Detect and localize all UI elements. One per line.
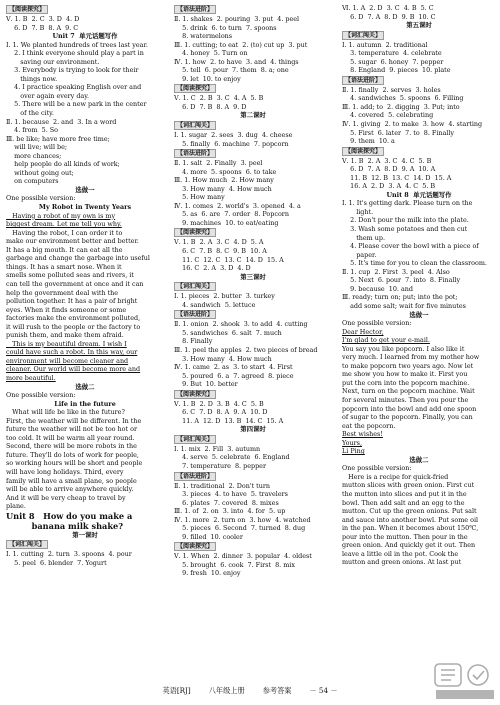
section-label: 【词汇闯关】 xyxy=(174,435,216,444)
section-label: 【词汇闯关】 xyxy=(342,31,384,40)
page-number: － 54 － xyxy=(309,686,338,695)
section-row xyxy=(174,120,332,131)
answer-line: 11. A 12. D 13. B 14. C 15. A xyxy=(174,416,284,425)
answer-line: 5. drink 6. to turn 7. spoons xyxy=(174,23,277,32)
section-label: 【语法进阶】 xyxy=(174,5,216,14)
unit-heading: Unit 7 单元话题写作 xyxy=(52,32,118,41)
answer-line: Here is a recipe for quick-fried xyxy=(342,472,449,481)
answer-line: eat the popcorn. xyxy=(342,421,396,430)
answer-line: Ⅳ. 1. giving 2. to make 3. how 4. starting xyxy=(342,120,483,129)
answer-line: Ⅰ. 1. pieces 2. butter 3. turkey xyxy=(174,292,275,301)
answer-line: very much. I learned from my mother how xyxy=(342,353,480,362)
lesson-heading: 第一课时 xyxy=(72,530,98,539)
answer-line: help the government deal with the xyxy=(6,288,119,297)
section-row xyxy=(174,83,332,94)
answer-line: in the pan. When it becomes about 150℃, xyxy=(342,524,479,533)
answer-line: mutton and green onions. At last put xyxy=(342,558,462,567)
section-label: 【词汇闯关】 xyxy=(174,282,216,291)
answer-line: Ⅲ. 1. add; to 2. digging 3. Put; into xyxy=(342,102,460,111)
answer-line: will be able to arrive anywhere quickly. xyxy=(6,485,134,494)
answer-line: 11. C 12. C 13. C 14. D 15. A xyxy=(174,255,284,264)
answer-line: 5. peel 6. blender 7. Yogurt xyxy=(6,558,107,567)
answer-line: 2. I think everyone should play a part in xyxy=(6,49,144,58)
unit-heading: Unit 8 单元话题写作 xyxy=(386,190,452,199)
lesson-heading: 第三课时 xyxy=(240,272,266,281)
section-row xyxy=(342,75,496,86)
answer-line: 3. pieces 4. to have 5. travelers xyxy=(174,490,288,499)
answer-line: Ⅴ. 1. B 2. A 3. C 4. C 5. B xyxy=(342,156,432,165)
answer-line: Ⅵ. 1. A 2. D 3. C 4. B 5. C xyxy=(342,4,434,12)
answer-line: 9. filled 10. cooler xyxy=(174,532,243,541)
answer-line: bowl. Then add salt and an egg to the xyxy=(342,498,465,507)
answer-line: Ⅱ. 1. cup 2. First 3. peel 4. Also xyxy=(342,267,450,276)
answer-line: 5. sandwiches 6. salt 7. much xyxy=(174,328,282,337)
answer-line: 6. C 7. B 8. C 9. B 10. A xyxy=(174,247,267,256)
answer-line: add some salt; wait for five minutes xyxy=(342,301,466,310)
answer-line: First, the weather will be different. In the xyxy=(6,416,142,425)
section-label: 【语法进阶】 xyxy=(342,76,384,85)
underlined-line: more beautiful. xyxy=(6,373,56,382)
answer-line: me show you how to make it. First you xyxy=(342,370,468,379)
answer-line: plane. xyxy=(6,502,26,511)
answer-line: can tell the government at once and it can xyxy=(6,279,144,288)
answer-line: 6. plates 7. covered 8. mixes xyxy=(174,498,279,507)
answer-line: to make popcorn two years ago. Now let xyxy=(342,361,474,370)
underlined-line: Yours, xyxy=(342,438,362,447)
answer-line: 4. honey 5. Turn on xyxy=(174,49,248,58)
answer-line: more chances; xyxy=(6,151,62,160)
answer-line: 9. them 10. a xyxy=(342,137,395,146)
answer-line: help people do all kinds of work; xyxy=(6,160,120,169)
answer-line: Ⅴ. 1. When 2. dinner 3. popular 4. oldest xyxy=(174,552,312,561)
answer-line: 6. D 7. A 8. D 9. A 10. A xyxy=(342,165,436,174)
answer-line: garbage and change the garbage into useful xyxy=(6,254,150,263)
answer-line: it will rush to the people or the factory to xyxy=(6,322,141,331)
section-label: 【阅读探究】 xyxy=(174,542,216,551)
section-label: 【阅读探究】 xyxy=(342,147,384,156)
section-row xyxy=(6,539,164,550)
answer-line: over again every day. xyxy=(6,91,90,100)
answer-line: 6. C 7. D 8. A 9. A 10. D xyxy=(174,408,268,417)
answer-line: 3. Wash some potatoes and then cut xyxy=(342,225,468,234)
answer-line: 4. covered 5. celebrating xyxy=(342,111,434,120)
answer-line: for several minutes. Then you pour the xyxy=(342,395,469,404)
answer-line: 4. more 5. spoons 6. to take xyxy=(174,167,277,176)
lesson-heading: 选做二 xyxy=(409,455,429,464)
answer-line: 5. finally 6. machine 7. popcorn xyxy=(174,139,289,148)
essay-title: My Robot in Twenty Years xyxy=(38,203,132,212)
answer-line: 16. A 2. D 3. A 4. C 5. B xyxy=(342,182,436,191)
answer-line: 3. Everybody is trying to look for their xyxy=(6,66,139,75)
answer-line: without going out; xyxy=(6,168,74,177)
section-row xyxy=(174,389,332,400)
section-label: 【阅读探究】 xyxy=(6,5,48,14)
section-row xyxy=(174,227,332,238)
unit-title: banana milk shake? xyxy=(6,520,124,531)
section-row xyxy=(174,434,332,445)
right-column xyxy=(342,4,496,677)
answer-line: and sauce into another bowl. Put some oil xyxy=(342,515,479,524)
answer-line: Ⅴ. 1. B 2. A 3. C 4. D 5. A xyxy=(174,238,264,247)
answer-line: will live; will be; xyxy=(6,143,68,152)
answer-line: Ⅳ. 1. more 2. turn on 3. how 4. watched xyxy=(174,515,311,524)
underlined-line: This is my beautiful dream. I wish I xyxy=(6,339,127,348)
answer-line: of the city. xyxy=(6,109,54,118)
answer-line: 4. I practice speaking English over and xyxy=(6,83,142,92)
answer-line: One possible version: xyxy=(6,194,76,203)
answer-line: 3. How many 4. How much xyxy=(174,184,272,193)
answer-line: put the corn into the popcorn machine. xyxy=(342,378,470,387)
underlined-line: environment will become cleaner and xyxy=(6,356,129,365)
answer-line: 9. But 10. better xyxy=(174,380,238,389)
answer-line: so working hours will be short and people xyxy=(6,459,143,468)
answer-line: Ⅴ. 1. B 2. D 3. B 4. C 5. B xyxy=(174,399,264,408)
answer-line: 9. let 10. to enjoy xyxy=(174,74,241,83)
answer-line: things. It has a smart nose. When it xyxy=(6,262,122,271)
answer-line: punish them, and make them afraid. xyxy=(6,331,124,340)
answer-line: Having the robot, I can order it to xyxy=(6,228,123,237)
left-column xyxy=(6,4,164,677)
answer-line: 5. Next 6. pour 7. into 8. Finally xyxy=(342,276,461,285)
answer-line: 5. pieces 6. Second 7. turned 8. dug xyxy=(174,524,306,533)
answer-line: 6. D 7. B 8. A 9. C xyxy=(6,23,79,32)
answer-line: Ⅱ. 1. shakes 2. pouring 3. put 4. peel xyxy=(174,15,300,23)
answer-line: 5. poured 6. a 7. agreed 8. piece xyxy=(174,371,294,380)
answer-line: green onion. And quickly get it out. Then xyxy=(342,541,476,550)
section-row xyxy=(174,471,332,482)
answer-line: You say you like popcorn. I also like it xyxy=(342,344,465,353)
answer-line: make our environment better and better. xyxy=(6,237,139,246)
section-row xyxy=(6,4,164,15)
section-label: 【阅读探究】 xyxy=(174,390,216,399)
answer-line: 2. Don't pour the milk into the plate. xyxy=(342,216,469,225)
answer-line: 4. serve 5. celebrate 6. England xyxy=(174,453,290,462)
answer-line: 9. fresh 10. enjoy xyxy=(174,569,241,578)
answer-line: Ⅰ. 1. autumn 2. traditional xyxy=(342,40,428,49)
answer-line: Ⅲ. ready; turn on; put; into the pot; xyxy=(342,293,458,302)
answer-line: Ⅰ. 1. It's getting dark. Please turn on the xyxy=(342,199,473,208)
answer-line: mutton slices with green onion. First cut xyxy=(342,481,475,490)
answer-line: One possible version: xyxy=(6,391,76,400)
answer-line: 6. D 7. B 8. A 9. D xyxy=(174,102,247,111)
answer-line: 5. It's time for you to clean the classroom. xyxy=(342,259,487,268)
answer-line: 8. watermelons xyxy=(174,32,233,41)
answer-line: And it will be very cheap to travel by xyxy=(6,493,126,502)
section-label: 【词汇闯关】 xyxy=(6,540,48,549)
answer-line: light. xyxy=(342,207,374,216)
answer-line: Ⅳ. 1. how 2. to have 3. and 4. things xyxy=(174,57,299,66)
footer-subject: 英语[RJ] xyxy=(162,686,191,695)
underlined-line: cleaner. Our world will become more and xyxy=(6,365,141,374)
section-row xyxy=(174,4,332,15)
answer-line: Ⅴ. 1. B 2. C 3. D 4. D xyxy=(6,15,80,23)
underlined-line: I'm glad to get your e-mail. xyxy=(342,336,430,345)
section-label: 【语法进阶】 xyxy=(174,149,216,158)
underlined-line: could have such a robot. In this way, our xyxy=(6,348,138,357)
watermark-logo xyxy=(434,662,496,702)
middle-column xyxy=(174,4,332,677)
answer-line: paper. xyxy=(342,250,377,259)
answer-line: popcorn into the bowl and add one spoon xyxy=(342,404,477,413)
answer-line: 5. brought 6. cook 7. First 8. mix xyxy=(174,560,295,569)
section-row xyxy=(174,281,332,292)
page-footer xyxy=(0,685,500,697)
answer-line: 5. How many xyxy=(174,193,225,202)
answer-line: Ⅲ. be like; have more free time; xyxy=(6,134,110,143)
answer-line: It has a big mouth. It can eat all the xyxy=(6,245,123,254)
answer-line: things now. xyxy=(6,74,58,83)
answer-line: 7. temperature 8. pepper xyxy=(174,461,267,470)
answer-line: 4. Please cover the bowl with a piece of xyxy=(342,242,479,251)
answer-line: 3. How many 4. How much xyxy=(174,354,272,363)
underlined-line: Dear Hector, xyxy=(342,327,384,336)
answer-line: them up. xyxy=(342,233,386,242)
section-label: 【语法进阶】 xyxy=(174,310,216,319)
answer-line: too cold. It will be warm all year round. xyxy=(6,433,135,442)
answer-line: Ⅰ. 1. cutting 2. turn 3. spoons 4. pour xyxy=(6,550,132,559)
answer-line: 9. because 10. and xyxy=(342,284,413,293)
answer-line: smells some polluted seas and rivers, it xyxy=(6,271,134,280)
lesson-heading: 第二课时 xyxy=(240,111,266,120)
underlined-line: Li Ping xyxy=(342,447,365,456)
answer-line: Ⅳ. 1. comes 2. world's 3. opened 4. a xyxy=(174,201,301,210)
answer-line: Ⅲ. 1. cutting; to eat 2. (to) cut up 3. put xyxy=(174,40,308,49)
footer-grade: 八年级上册 xyxy=(208,686,245,695)
lesson-heading: 第五课时 xyxy=(406,21,432,30)
section-label: 【词汇闯关】 xyxy=(174,121,216,130)
underlined-line: Having a robot of my own is my xyxy=(6,211,116,220)
lesson-heading: 第四课时 xyxy=(240,425,266,434)
section-label: 【语法进阶】 xyxy=(174,472,216,481)
answer-line: 4. from 5. So xyxy=(6,126,58,135)
answer-line: 5. First 6. later 7. to 8. Finally xyxy=(342,128,454,137)
lesson-heading: 选做二 xyxy=(75,382,95,391)
section-label: 【阅读探究】 xyxy=(174,84,216,93)
answer-line: 6. D 7. A 8. D 9. B 10. C xyxy=(342,12,436,21)
answer-line: One possible version: xyxy=(342,464,412,473)
answer-line: Ⅴ. 1. C 2. B 3. C 4. A 5. B xyxy=(174,94,264,103)
section-row xyxy=(174,148,332,159)
section-row xyxy=(342,30,496,41)
underlined-line: biggest dream. Let me tell you why. xyxy=(6,220,122,229)
answer-line: pollution together. It has a pair of bright xyxy=(6,297,138,306)
answer-line: Ⅱ. 1. onion 2. shook 3. to add 4. cutting xyxy=(174,320,308,329)
essay-title: Life in the future xyxy=(54,399,116,408)
answer-line: Ⅱ. 1. traditional 2. Don't turn xyxy=(174,481,271,490)
answer-line: mutton. Cut up the green onions. Put salt xyxy=(342,507,477,516)
answer-line: pour into the mutton. Then pour in the xyxy=(342,532,468,541)
answer-line: 8. England 9. pieces 10. plate xyxy=(342,66,451,75)
answer-line: 3. temperature 4. celebrate xyxy=(342,49,442,58)
answer-line: eyes. When it finds someone or some xyxy=(6,305,127,314)
answer-line: Ⅱ. 1. finally 2. serves 3. holes xyxy=(342,85,441,94)
answer-line: 4. sandwiches 5. spoons 6. Filling xyxy=(342,94,464,103)
answer-line: One possible version: xyxy=(342,319,412,328)
answer-line: Ⅲ. 1. of 2. on 3. into 4. for 5. up xyxy=(174,507,286,516)
answer-line: 9. machines 10. to eat/eating xyxy=(174,218,279,227)
footer-label: 参考答案 xyxy=(262,686,292,695)
section-row xyxy=(174,541,332,552)
answer-line: 5. There will be a new park in the center xyxy=(6,100,147,109)
answer-line: Ⅲ. 1. peel the apples 2. two pieces of bread xyxy=(174,345,318,354)
answer-line: Ⅰ. 1. mix 2. Fill 3. autumn xyxy=(174,444,261,453)
answer-line: 4. sandwich 5. lettuce xyxy=(174,300,256,309)
answer-line: 11. B 12. B 13. C 14. D 15. A xyxy=(342,173,452,182)
answer-line: future the weather will not be too hot or xyxy=(6,425,138,434)
unit-title: Unit 8 How do you make a xyxy=(6,510,133,521)
answer-line: family will have a small plane, so people xyxy=(6,476,137,485)
answer-line: Ⅲ. 1. How much 2. How many xyxy=(174,176,274,185)
answer-line: factories make the environment polluted, xyxy=(6,314,141,323)
answer-line: What will life be like in the future? xyxy=(6,408,125,417)
answer-line: Ⅱ. 1. salt 2. Finally 3. peel xyxy=(174,159,263,168)
answer-line: leave a little oil in the pot. Cook the xyxy=(342,549,459,558)
answer-line: 5. sugar 6. honey 7. pepper xyxy=(342,57,444,66)
answer-line: will have long holidays. Third, every xyxy=(6,467,124,476)
answer-line: saving our environment. xyxy=(6,57,100,66)
answer-line: Ⅰ. 1. We planted hundreds of trees last year. xyxy=(6,40,148,49)
answer-line: on computers xyxy=(6,177,59,186)
lesson-heading: 选做一 xyxy=(409,310,429,319)
answer-line: of sugar to the popcorn. Finally, you can xyxy=(342,413,473,422)
answer-line: Second, there will be more robots in the xyxy=(6,442,137,451)
answer-line: 5. as 6. are 7. order 8. Popcorn xyxy=(174,210,289,219)
section-label: 【阅读探究】 xyxy=(174,228,216,237)
answer-line: 5. tell 6. pour 7. them 8. a; one xyxy=(174,66,289,75)
answer-line: Ⅳ. 1. came 2. as 3. to start 4. First xyxy=(174,363,293,372)
section-row xyxy=(174,309,332,320)
answer-line: the mutton into slices and put it in the xyxy=(342,489,467,498)
section-row xyxy=(342,146,496,157)
answer-line: Ⅱ. 1. because 2. and 3. In a word xyxy=(6,117,117,126)
lesson-heading: 选做一 xyxy=(75,185,95,194)
answer-line: Next, turn on the popcorn machine. Wait xyxy=(342,387,475,396)
answer-line: future. They'll do lots of work for people, xyxy=(6,450,139,459)
answer-line: Ⅰ. 1. sugar 2. sees 3. dug 4. cheese xyxy=(174,131,293,140)
answer-line: 16. C 2. A 3. D 4. D xyxy=(174,264,251,273)
underlined-line: Best wishes! xyxy=(342,430,383,439)
answer-line: 8. Finally xyxy=(174,337,213,346)
